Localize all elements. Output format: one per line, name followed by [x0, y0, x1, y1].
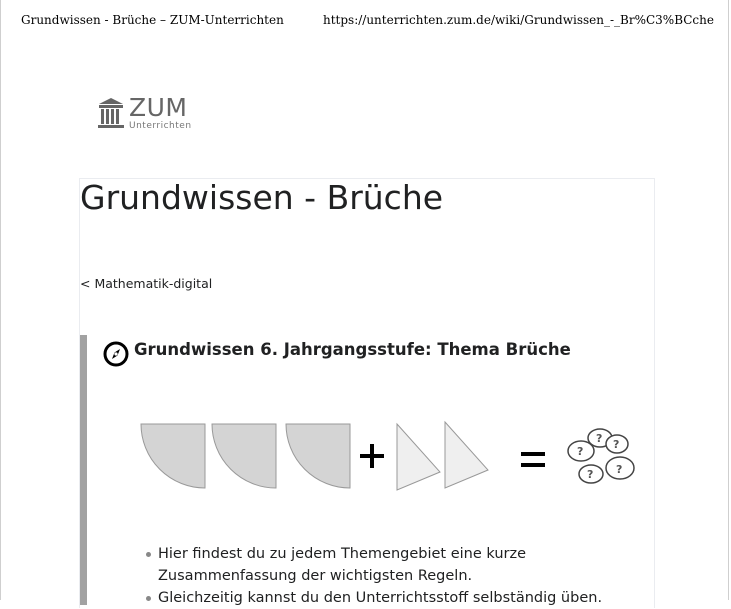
compass-icon: [103, 341, 129, 367]
svg-text:?: ?: [596, 432, 603, 445]
logo-subtitle: Unterrichten: [129, 121, 192, 131]
quarter-circle-1: [141, 424, 205, 488]
zum-logo[interactable]: [97, 93, 197, 136]
svg-text:?: ?: [616, 463, 623, 476]
svg-text:?: ?: [587, 468, 594, 481]
quarter-circle-2: [212, 424, 276, 488]
page-title: Grundwissen - Brüche: [80, 178, 444, 217]
triangle-2: [445, 422, 488, 488]
bullet-list: [145, 543, 625, 609]
question-bubbles-icon: [568, 429, 634, 483]
columns-building-icon: [97, 96, 125, 132]
print-page-title: Grundwissen - Brüche – ZUM-Unterrichten: [21, 13, 284, 27]
svg-text:?: ?: [577, 445, 584, 458]
equals-sign: [521, 452, 545, 467]
triangle-1: [397, 424, 440, 490]
list-item: Gleichzeitig kannst du den Unterrichtsstoff selbständig üben.: [145, 587, 625, 609]
print-url: https://unterrichten.zum.de/wiki/Grundwissen_-_Br%C3%BCche: [322, 13, 714, 27]
fractions-figure: [135, 418, 645, 500]
plus-sign: [360, 444, 384, 468]
list-item: Hier findest du zu jedem Themengebiet eine kurze Zusammenfassung der wichtigsten Regeln.: [145, 543, 625, 587]
svg-text:?: ?: [613, 438, 620, 451]
print-header: [21, 13, 714, 31]
info-box-title: Grundwissen 6. Jahrgangsstufe: Thema Brüche: [134, 340, 571, 359]
breadcrumb-link[interactable]: < Mathematik-digital: [80, 276, 213, 291]
logo-name: ZUM: [129, 93, 188, 122]
quarter-circle-3: [286, 424, 350, 488]
